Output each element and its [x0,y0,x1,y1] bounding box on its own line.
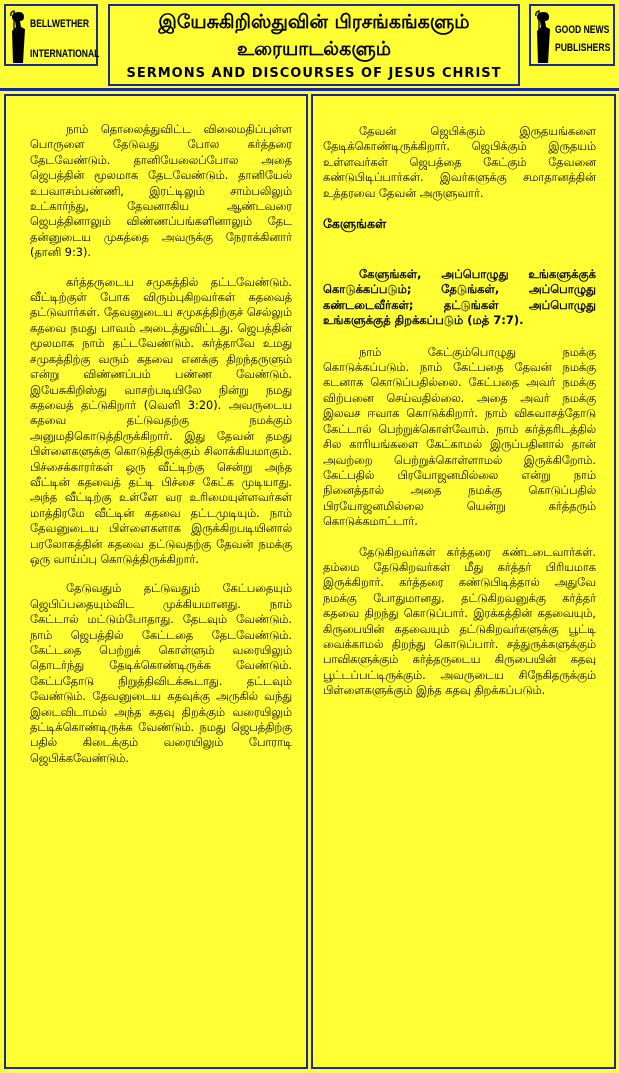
right-column [311,94,616,1069]
left-paragraph-3: தேடுவதும் தட்டுவதும் கேட்பதையும் ஜெபிப்பதையும்விட முக்கியமானது. நாம் கேட்டால் மட்டும்போதாது. தேடவும் வேண்டும். நாம் ஜெபத்தில் கேட்டதை தேடவேண்டும். கேட்டதை பெற்றுக் கொள்ளும் வரையிலும் தொடர்ந்து தேடிக்கொண்டிருக்க வேண்டும். கேட்பதோடு நிறுத்திவிடக்கூடாது. தட்டவும் வேண்டும். தேவனுடைய கதவுக்கு அருகில் வந்து இடைவிடாமல் அந்த கதவு திறக்கும் வரையிலும் தட்டிக்கொண்டிருக்க வேண்டும். நமது ஜெபத்திற்கு பதில் கிடைக்கும் வரையிலும் போராடி ஜெபிக்கவேண்டும். [30,582,292,765]
right-paragraph-1: நாம் கேட்கும்பொழுது நமக்கு கொடுக்கப்படும். நாம் கேட்பதை தேவன் நமக்கு கடனாக கொடுப்பதில்லை. கேட்பதை அவர் நமக்கு விற்பனை செய்வதில்லை. அதை அவர் நமக்கு இலவச ஈவாக கொடுக்கிறார். நாம் விசுவாசத்தோடு கேட்டால் பெற்றுக்கொள்வோம். நாம் கர்த்தரிடத்தில் சில காரியங்களை கேட்காமல் இருப்பதினால் தான் அவற்றை பெற்றுக்கொள்ளாமல் இருக்கிறோம். கேட்பதில் பிரயோஜனமில்லை என்று நாம் நினைத்தால் அதை நமக்கு கொடுப்பதில் பிரயோஜனமில்லை யென்று கர்த்தரும் கொடுக்கமாட்டார். [323,345,596,529]
left-paragraph-1: நாம் தொலைத்துவிட்ட விலைமதிப்புள்ள பொருளை தேடுவது போல கர்த்தரை தேடவேண்டும். தானியேலைப்போல அதை ஜெபத்தின் மூலமாக தேடவேண்டும். தானியேல் உபவாசம்பண்ணி, இரட்டிலும் சாம்பலிலும் உட்கார்ந்து, தேவனாகிய ஆண்டவரை ஜெபத்தினாலும் விண்ணப்பங்களினாலும் தேட தன்னுடைய முகத்தை அவருக்கு நேராக்கினார் (தானி 9:3). [30,123,292,260]
section-heading: கேளுங்கள் [323,216,387,232]
good-news-logo [529,4,615,66]
bellwether-logo [4,4,98,66]
right-paragraph-2: தேடுகிறவர்கள் கர்த்தரை கண்டடைவார்கள். தம்மை தேடுகிறவர்கள் மீது கர்த்தர் பிரியமாக இருக்கிறார். கர்த்தரை கண்டுபிடித்தால் அதுவே நமக்கு போதுமானது. தட்டுகிறவனுக்கு கர்த்தர் கதவை திறந்து கொடுப்பார். இரக்கத்தின் கதவையும், கிருபையின் கதவையும் தட்டுகிறவர்களுக்கு பூட்டி வைக்காமல் திறந்து கொடுப்பார். சத்துருக்களுக்கும் பாவிகளுக்கும் கர்த்தருடைய கிருபையின் கதவு பூட்டப்பட்டிருக்கும். அவருடைய சிநேகிதருக்கும் பிள்ளைகளுக்கும் இந்த கதவு திறக்கப்படும். [323,545,596,698]
right-logo-line1: GOOD NEWS [555,24,610,36]
title-box [108,4,520,86]
page-title-tamil-line1: இயேசுகிறிஸ்துவின் பிரசங்கங்களும் [158,11,470,33]
page-title-tamil-line2: உரையாடல்களும் [236,38,392,60]
shepherd-icon [10,10,28,64]
left-column [4,94,308,1069]
left-paragraph-2: கர்த்தருடைய சமுகத்தில் தட்டவேண்டும். வீட்டிற்குள் போக விரும்புகிறவர்கள் கதவைத் தட்டுவார்கள். தேவனுடைய சமுகத்திற்குச் செல்லும் கதவை நமது பாவம் அடைத்துவிட்டது. ஜெபத்தின் மூலமாக நாம் தட்டவேண்டும். கர்த்தாவே உமது சமுகத்திற்கு வரும் கதவை எனக்கு திறந்தருளும் என்று விண்ணப்பம் பண்ண வேண்டும். இயேசுகிறிஸ்து வாசற்படியிலே நின்று நமது கதவைத் தட்டுகிறார் (வெளி 3:20). அவருடைய கதவை தட்டுவதற்கு நமக்கும் அனுமதிகொடுத்திருக்கிறார். இது தேவன் தமது பிள்ளைகளுக்கு கொடுத்திருக்கும் சிலாக்கியமாகும். பிச்சைக்காரர்கள் ஒரு வீட்டிற்கு சென்று அந்த வீட்டின் கதவைத் தட்டி பிச்சை கேட்க முடியாது. அந்த வீட்டிற்கு உள்ளே வர உரிமையுள்ளவர்கள் மாத்திரமே வீட்டின் கதவை தட்டமுடியும். நாம் தேவனுடைய பிள்ளைகளாக இருக்கிறபடியினால் பரலோகத்தின் கதவை தட்டுவதற்கு தேவன் நமக்கு ஒரு வாய்ப்பு கொடுத்திருக்கிறார். [30,275,292,566]
shepherd-icon [535,10,553,64]
bible-verse: கேளுங்கள், அப்பொழுது உங்களுக்குக் கொடுக்கப்படும்; தேடுங்கள், அப்பொழுது கண்டடைவீர்கள்; தட்டுங்கள் அப்பொழுது உங்களுக்குத் திறக்கப்படும் (மத் 7:7). [323,267,596,328]
left-logo-line1: BELLWETHER [30,18,90,30]
page-title-english: SERMONS AND DISCOURSES OF JESUS CHRIST [126,66,502,81]
page-header [0,0,619,91]
right-logo-line2: PUBLISHERS [555,42,611,54]
right-intro-paragraph: தேவன் ஜெபிக்கும் இருதயங்களை தேடிக்கொண்டிருக்கிறார். ஜெபிக்கும் இருதயம் உள்ளவர்கள் ஜெபத்தை கேட்கும் தேவனை கண்டுபிடிப்பார்கள். இவர்களுக்கு சமாதானத்தின் உத்தரவை தேவன் அருளுவார். [323,125,596,200]
left-logo-line2: INTERNATIONAL [30,48,100,60]
